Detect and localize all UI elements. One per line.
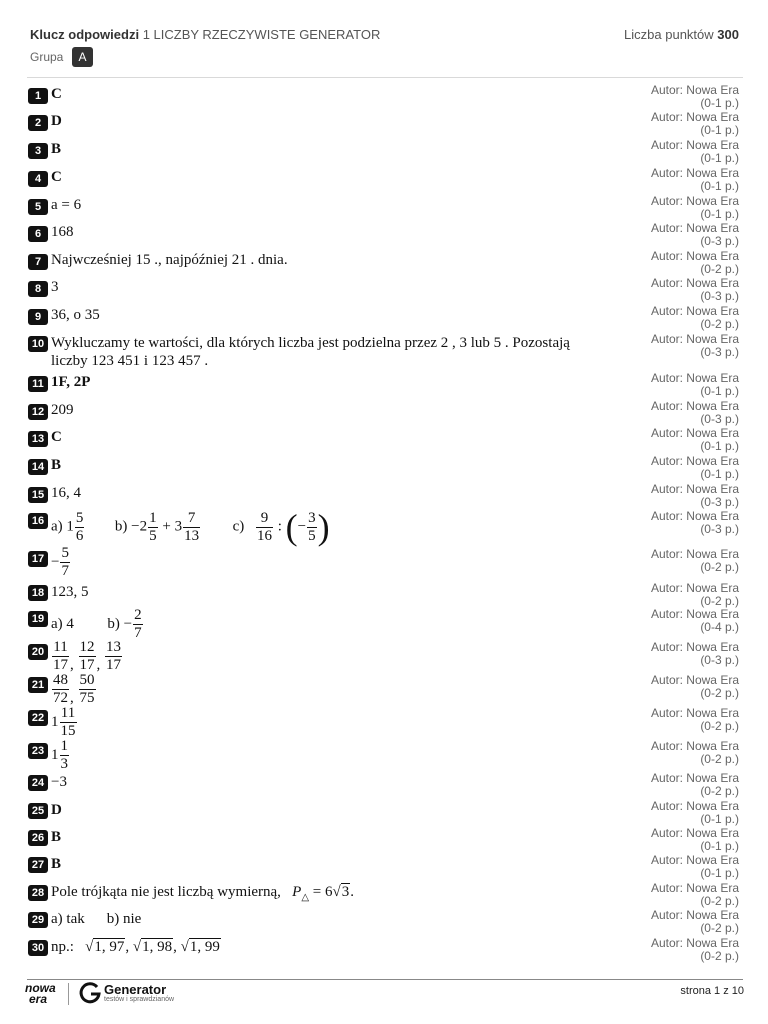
question-number: 19 bbox=[28, 611, 48, 627]
fraction: $\frac{7}{13}$ bbox=[184, 509, 200, 544]
answer-text: 209 bbox=[51, 402, 74, 418]
answer-text: B bbox=[51, 856, 62, 872]
answer-text: $\frac{11}{17}$ , $\frac{12}{17}$ , $\frac{13}{17}$ bbox=[53, 639, 121, 673]
answer-text: C bbox=[51, 429, 62, 445]
document-title: Klucz odpowiedzi 1 LICZBY RZECZYWISTE GENERATOR bbox=[30, 27, 381, 42]
answer-meta: Autor: Nowa Era (0-2 p.) bbox=[650, 771, 739, 798]
answer-meta: Autor: Nowa Era (0-1 p.) bbox=[650, 110, 739, 137]
square-root: √3 bbox=[332, 884, 350, 900]
answer-meta: Autor: Nowa Era (0-1 p.) bbox=[650, 83, 739, 110]
answer-meta: Autor: Nowa Era (0-3 p.) bbox=[650, 482, 739, 509]
square-root: √1, 99 bbox=[180, 939, 220, 955]
question-number: 11 bbox=[28, 376, 48, 392]
answer-meta: Autor: Nowa Era (0-2 p.) bbox=[650, 581, 739, 608]
question-number: 25 bbox=[28, 803, 48, 819]
answer-meta: Autor: Nowa Era (0-1 p.) bbox=[650, 371, 739, 398]
question-number: 9 bbox=[28, 309, 48, 325]
answer-meta: Autor: Nowa Era (0-2 p.) bbox=[650, 249, 739, 276]
answer-text: D bbox=[51, 802, 62, 818]
answer-text: 16, 4 bbox=[51, 485, 81, 501]
answer-meta: Autor: Nowa Era (0-2 p.) bbox=[650, 304, 739, 331]
question-number: 1 bbox=[28, 88, 48, 104]
answer-meta: Autor: Nowa Era (0-1 p.) bbox=[650, 826, 739, 853]
answer-meta: Autor: Nowa Era (0-1 p.) bbox=[650, 426, 739, 453]
page-indicator: strona 1 z 10 bbox=[680, 985, 744, 997]
fraction: $\frac{11}{15}$ bbox=[60, 705, 76, 739]
question-number: 5 bbox=[28, 199, 48, 215]
answer-text: $\frac{48}{72}$ , $\frac{50}{75}$ bbox=[53, 672, 95, 706]
fraction: $\frac{1}{5}$ bbox=[149, 509, 157, 544]
fraction: $\frac{13}{17}$ bbox=[106, 639, 121, 673]
question-number: 15 bbox=[28, 487, 48, 503]
question-number: 28 bbox=[28, 885, 48, 901]
answer-text: 168 bbox=[51, 224, 74, 240]
answer-text: 1 $\frac{1}{3}$ bbox=[51, 738, 68, 772]
answer-text: B bbox=[51, 829, 62, 845]
group-label: Grupa bbox=[30, 50, 64, 64]
question-number: 22 bbox=[28, 710, 48, 726]
question-number: 2 bbox=[28, 115, 48, 131]
question-number: 24 bbox=[28, 775, 48, 791]
answer-meta: Autor: Nowa Era (0-2 p.) bbox=[650, 547, 739, 574]
answer-text-continued: liczby 123 451 i 123 457 . bbox=[51, 353, 209, 369]
question-number: 20 bbox=[28, 644, 48, 660]
answer-text: B bbox=[51, 141, 62, 157]
question-number: 21 bbox=[28, 677, 48, 693]
answer-meta: Autor: Nowa Era (0-2 p.) bbox=[650, 673, 739, 700]
question-number: 3 bbox=[28, 143, 48, 159]
answer-text: Najwcześniej 15 ., najpóźniej 21 . dnia. bbox=[51, 252, 288, 268]
nowa-era-logo: nowa era bbox=[25, 981, 56, 1006]
answer-meta: Autor: Nowa Era (0-1 p.) bbox=[650, 138, 739, 165]
answer-meta: Autor: Nowa Era (0-3 p.) bbox=[650, 332, 739, 359]
answer-meta: Autor: Nowa Era (0-3 p.) bbox=[650, 640, 739, 667]
question-number: 7 bbox=[28, 254, 48, 270]
question-number: 30 bbox=[28, 940, 48, 956]
fraction: $\frac{2}{7}$ bbox=[134, 607, 142, 641]
fraction: $\frac{50}{75}$ bbox=[79, 672, 95, 706]
answer-text: − $\frac{5}{7}$ bbox=[51, 545, 69, 579]
fraction: $\frac{5}{7}$ bbox=[61, 545, 69, 579]
group-badge[interactable]: A bbox=[72, 47, 93, 67]
header-divider bbox=[27, 77, 743, 78]
generator-logo-subtitle: testów i sprawdzianów bbox=[104, 996, 175, 1003]
answer-text: a) tak b) nie bbox=[51, 911, 142, 927]
answer-text: C bbox=[51, 169, 62, 185]
answer-meta: Autor: Nowa Era (0-3 p.) bbox=[650, 509, 739, 536]
answer-meta: Autor: Nowa Era (0-1 p.) bbox=[650, 853, 739, 880]
question-number: 17 bbox=[28, 551, 48, 567]
answer-text: Pole trójkąta nie jest liczbą wymierną, $P_\triangle = 6√3$. bbox=[51, 884, 354, 903]
answer-meta: Autor: Nowa Era (0-3 p.) bbox=[650, 399, 739, 426]
question-number: 12 bbox=[28, 404, 48, 420]
answer-text: np.: √1, 97, √1, 98, √1, 99 bbox=[51, 939, 220, 955]
question-number: 14 bbox=[28, 459, 48, 475]
answer-meta: Autor: Nowa Era (0-1 p.) bbox=[650, 194, 739, 221]
fraction: $\frac{3}{5}$ bbox=[308, 509, 316, 544]
question-number: 13 bbox=[28, 431, 48, 447]
answer-text: a) 4 b) − $\frac{2}{7}$ bbox=[51, 607, 142, 641]
footer-divider bbox=[27, 979, 743, 980]
answer-meta: Autor: Nowa Era (0-3 p.) bbox=[650, 276, 739, 303]
logo-separator bbox=[68, 983, 69, 1005]
answer-text: 123, 5 bbox=[51, 584, 89, 600]
answer-text: D bbox=[51, 113, 62, 129]
answer-meta: Autor: Nowa Era (0-1 p.) bbox=[650, 166, 739, 193]
answer-meta: Autor: Nowa Era (0-2 p.) bbox=[650, 908, 739, 935]
answer-meta: Autor: Nowa Era (0-2 p.) bbox=[650, 881, 739, 908]
question-number: 29 bbox=[28, 912, 48, 928]
question-number: 27 bbox=[28, 857, 48, 873]
answer-text: C bbox=[51, 86, 62, 102]
answer-meta: Autor: Nowa Era (0-1 p.) bbox=[650, 454, 739, 481]
answer-meta: Autor: Nowa Era (0-2 p.) bbox=[650, 936, 739, 963]
fraction: $\frac{12}{17}$ bbox=[79, 639, 95, 673]
answer-text: a) 1 $\frac{5}{6}$ b) −2 $\frac{1}{5}$ + 3 $\frac{7}{13}$ c) $\frac{9}{16}$ : (− $\frac{3}{5}$ ) bbox=[51, 507, 330, 547]
answer-meta: Autor: Nowa Era (0-3 p.) bbox=[650, 221, 739, 248]
question-number: 18 bbox=[28, 585, 48, 601]
answer-meta: Autor: Nowa Era (0-4 p.) bbox=[650, 607, 739, 634]
fraction: $\frac{11}{17}$ bbox=[53, 639, 68, 673]
question-number: 8 bbox=[28, 281, 48, 297]
generator-logo-text: Generator bbox=[104, 982, 167, 997]
answer-meta: Autor: Nowa Era (0-2 p.) bbox=[650, 739, 739, 766]
fraction: $\frac{5}{6}$ bbox=[75, 509, 84, 544]
answer-meta: Autor: Nowa Era (0-2 p.) bbox=[650, 706, 739, 733]
answer-meta: Autor: Nowa Era (0-1 p.) bbox=[650, 799, 739, 826]
answer-text: −3 bbox=[51, 774, 67, 790]
fraction: $\frac{9}{16}$ bbox=[257, 509, 272, 544]
generator-g-icon bbox=[78, 981, 102, 1005]
question-number: 26 bbox=[28, 830, 48, 846]
answer-text: 1F, 2P bbox=[51, 374, 91, 390]
fraction: $\frac{1}{3}$ bbox=[60, 738, 68, 772]
question-number: 4 bbox=[28, 171, 48, 187]
points-total: Liczba punktów 300 bbox=[624, 27, 739, 42]
question-number: 10 bbox=[28, 336, 48, 352]
header bbox=[30, 27, 739, 45]
answer-text: 36, o 35 bbox=[51, 307, 100, 323]
question-number: 16 bbox=[28, 513, 48, 529]
answer-text: Wykluczamy te wartości, dla których liczba jest podzielna przez 2 , 3 lub 5 . Pozostają bbox=[51, 335, 570, 351]
answer-text: 1 $\frac{11}{15}$ bbox=[51, 705, 76, 739]
square-root: √1, 97 bbox=[85, 939, 125, 955]
answer-text: a = 6 bbox=[51, 197, 82, 213]
answer-text: B bbox=[51, 457, 62, 473]
question-number: 23 bbox=[28, 743, 48, 759]
answer-text: 3 bbox=[51, 279, 59, 295]
question-number: 6 bbox=[28, 226, 48, 242]
fraction: $\frac{48}{72}$ bbox=[53, 672, 68, 706]
square-root: √1, 98 bbox=[132, 939, 173, 955]
